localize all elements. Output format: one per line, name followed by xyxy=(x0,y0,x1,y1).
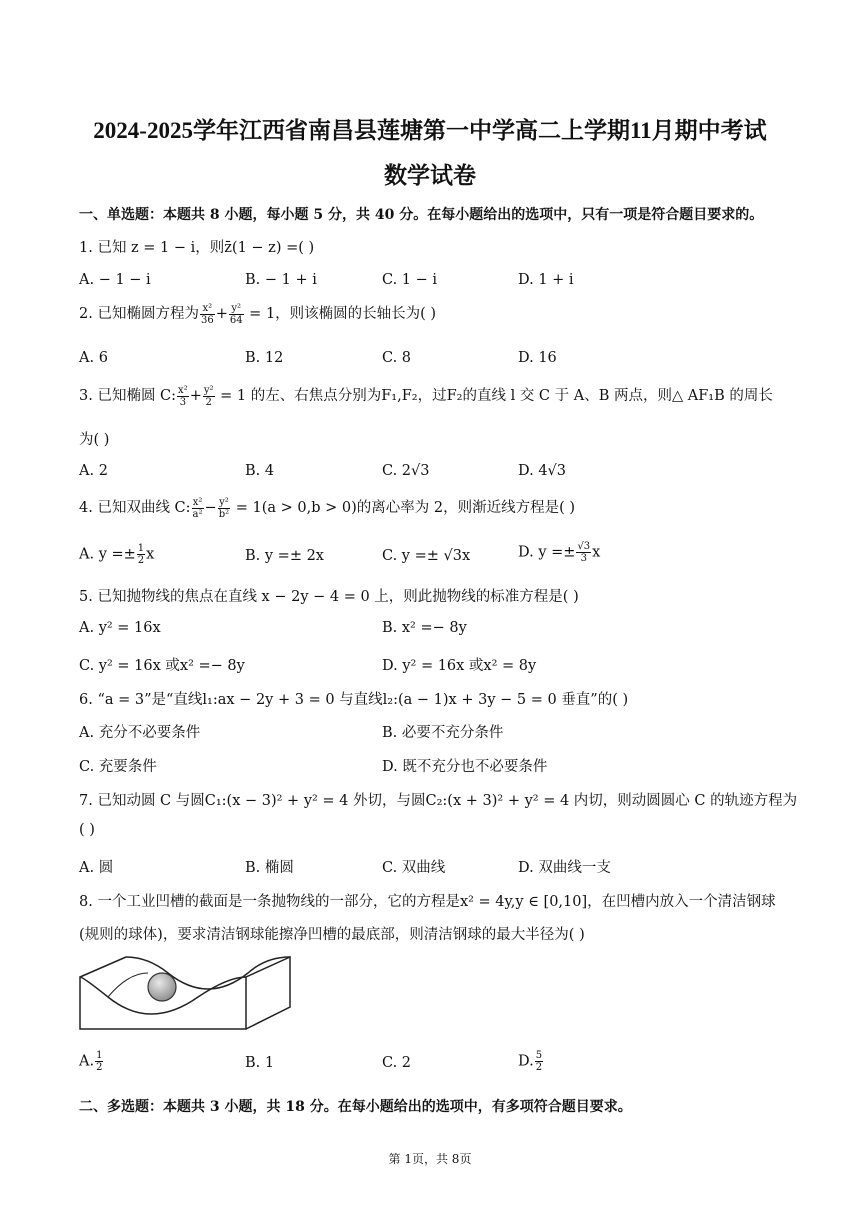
denominator: 2 xyxy=(96,1062,103,1073)
q4-option-a-x: x xyxy=(146,546,155,563)
numerator: x² xyxy=(192,496,203,508)
q7-stem-cont: ( ) xyxy=(79,822,95,838)
numerator: y² xyxy=(219,496,229,508)
q8-stem: 8. 一个工业凹槽的截面是一条抛物线的一部分，它的方程是x² = 4y,y ∈ [0,10]，在凹槽内放入一个清洁钢球 xyxy=(79,894,776,910)
q2-option-c: C. 8 xyxy=(382,350,412,366)
q2-stem: 2. 已知椭圆方程为 $\frac{\text{x²}}{36}$ + $\frac{\text{y²}}{64}$ = 1，则该椭圆的长轴长为( ) xyxy=(79,302,437,326)
fraction xyxy=(200,303,215,326)
q6-option-a: A. 充分不必要条件 xyxy=(79,725,201,741)
denominator: b² xyxy=(218,508,230,520)
fraction xyxy=(535,1050,543,1073)
q6-stem: 6. “a = 3”是“直线l₁:ax − 2y + 3 = 0 与直线l₂:(a − 1)x + 3y − 5 = 0 垂直”的( ) xyxy=(79,692,629,708)
q5-option-d: D. y² = 16x 或x² = 8y xyxy=(382,658,537,674)
q3-option-a: A. 2 xyxy=(79,463,108,479)
q1-option-b: B. − 1 + i xyxy=(245,272,317,288)
q5-option-c: C. y² = 16x 或x² =− 8y xyxy=(79,658,245,674)
steel-ball-icon xyxy=(148,973,176,1001)
exam-title-line1: 2024-2025学年江西省南昌县莲塘第一中学高二上学期11月期中考试 xyxy=(93,118,767,143)
q1-option-a: A. − 1 − i xyxy=(79,272,151,288)
q7-option-c: C. 双曲线 xyxy=(382,860,446,876)
q2-stem-pre: 2. 已知椭圆方程为 xyxy=(79,306,199,322)
numerator: 1 xyxy=(137,543,145,554)
q2-option-b: B. 12 xyxy=(245,350,284,366)
denominator: 3 xyxy=(179,396,187,408)
q8-option-c: C. 2 xyxy=(382,1055,412,1071)
q4-option-b: B. y =± 2x xyxy=(245,548,324,564)
q1-stem: 1. 已知 z = 1 − i，则z̄(1 − z) =( ) xyxy=(79,240,315,256)
fraction xyxy=(177,385,189,408)
q2-stem-post: = 1，则该椭圆的长轴长为( ) xyxy=(244,306,437,322)
page-footer: 第 1页，共 8页 xyxy=(388,1152,472,1166)
fraction xyxy=(229,303,244,326)
q4-option-d-x: x xyxy=(592,544,601,561)
q8-option-b: B. 1 xyxy=(245,1055,275,1071)
q4-stem: 4. 已知双曲线 C: $\frac{\text{x²}}{\text{a²}}$ − $\frac{\text{y²}}{\text{b²}}$ = 1(a > 0,b > 0)的离心率为 2，则渐近线方程是( ) xyxy=(79,496,575,520)
q3-stem-pre: 3. 已知椭圆 C: xyxy=(79,388,177,404)
q3-option-c: C. 2√3 xyxy=(382,463,430,479)
q4-option-a xyxy=(79,543,154,566)
section2-heading: 二、多选题：本题共 3 小题，共 18 分。在每小题给出的选项中，有多项符合题目要求。 xyxy=(79,1099,632,1115)
fraction xyxy=(218,497,230,520)
q3-stem-post: = 1 的左、右焦点分别为F₁,F₂，过F₂的直线 l 交 C 于 A、B 两点，则△ AF₁B 的周长 xyxy=(215,388,773,404)
q4-option-c: C. y =± √3x xyxy=(382,548,471,564)
q1-option-d: D. 1 + i xyxy=(518,272,574,288)
denominator: 36 xyxy=(200,314,214,326)
q4-stem-post: = 1(a > 0,b > 0)的离心率为 2，则渐近线方程是( ) xyxy=(231,500,575,516)
q8-option-d-pre: D. xyxy=(518,1053,534,1070)
q7-option-d: D. 双曲线一支 xyxy=(518,860,611,876)
q7-stem: 7. 已知动圆 C 与圆C₁:(x − 3)² + y² = 4 外切，与圆C₂:(x + 3)² + y² = 4 内切，则动圆圆心 C 的轨迹方程为 xyxy=(79,793,798,809)
q4-option-d-pre: D. y =± xyxy=(518,544,576,561)
q8-stem-cont: (规则的球体)，要求清洁钢球能擦净凹槽的最底部，则清洁钢球的最大半径为( ) xyxy=(79,927,585,943)
q6-option-b: B. 必要不充分条件 xyxy=(382,725,504,741)
denominator: 2 xyxy=(137,555,145,566)
q4-option-d xyxy=(518,541,600,564)
q2-option-d: D. 16 xyxy=(518,350,557,366)
q3-option-d: D. 4√3 xyxy=(518,463,567,479)
denominator: 2 xyxy=(205,396,212,408)
q5-option-b: B. x² =− 8y xyxy=(382,620,467,636)
fraction xyxy=(576,541,591,564)
numerator: y² xyxy=(229,303,244,315)
fraction xyxy=(137,543,145,566)
q8-option-d xyxy=(518,1050,544,1073)
q4-stem-pre: 4. 已知双曲线 C: xyxy=(79,500,191,516)
q2-option-a: A. 6 xyxy=(79,350,108,366)
q3-option-b: B. 4 xyxy=(245,463,275,479)
fraction xyxy=(95,1050,103,1073)
q5-option-a: A. y² = 16x xyxy=(79,620,161,636)
q6-option-c: C. 充要条件 xyxy=(79,759,157,775)
q8-option-a-pre: A. xyxy=(79,1053,95,1070)
section1-heading: 一、单选题：本题共 8 小题，每小题 5 分，共 40 分。在每小题给出的选项中，只有一项是符合题目要求的。 xyxy=(79,207,764,223)
numerator: y² xyxy=(203,384,214,396)
q7-option-a: A. 圆 xyxy=(79,860,114,876)
q1-option-c: C. 1 − i xyxy=(382,272,438,288)
numerator: 1 xyxy=(96,1050,103,1061)
denominator: 64 xyxy=(229,314,243,326)
numerator: x² xyxy=(200,303,215,315)
numerator: x² xyxy=(178,384,188,396)
q7-option-b: B. 椭圆 xyxy=(245,860,294,876)
fraction xyxy=(192,497,204,520)
q6-option-d: D. 既不充分也不必要条件 xyxy=(382,759,548,775)
q3-stem: 3. 已知椭圆 C: $\frac{\text{x²}}{3}$ + $\frac{\text{y²}}{2}$ = 1 的左、右焦点分别为F₁,F₂，过F₂的直线 l 交 C 于 A、B 两点，则△ AF₁B 的周长 xyxy=(79,384,773,408)
q4-option-a-pre: A. y =± xyxy=(79,546,136,563)
fraction xyxy=(203,385,215,408)
q3-stem-cont: 为( ) xyxy=(79,432,110,448)
numerator: √3 xyxy=(577,541,591,552)
groove-illustration xyxy=(78,955,294,1031)
q8-option-a xyxy=(79,1050,104,1073)
denominator: a² xyxy=(192,508,203,520)
numerator: 5 xyxy=(535,1050,543,1061)
denominator: 3 xyxy=(580,553,587,564)
q5-stem: 5. 已知抛物线的焦点在直线 x − 2y − 4 = 0 上，则此抛物线的标准方程是( ) xyxy=(79,589,579,605)
exam-title-line2: 数学试卷 xyxy=(384,163,476,188)
denominator: 2 xyxy=(535,1062,543,1073)
